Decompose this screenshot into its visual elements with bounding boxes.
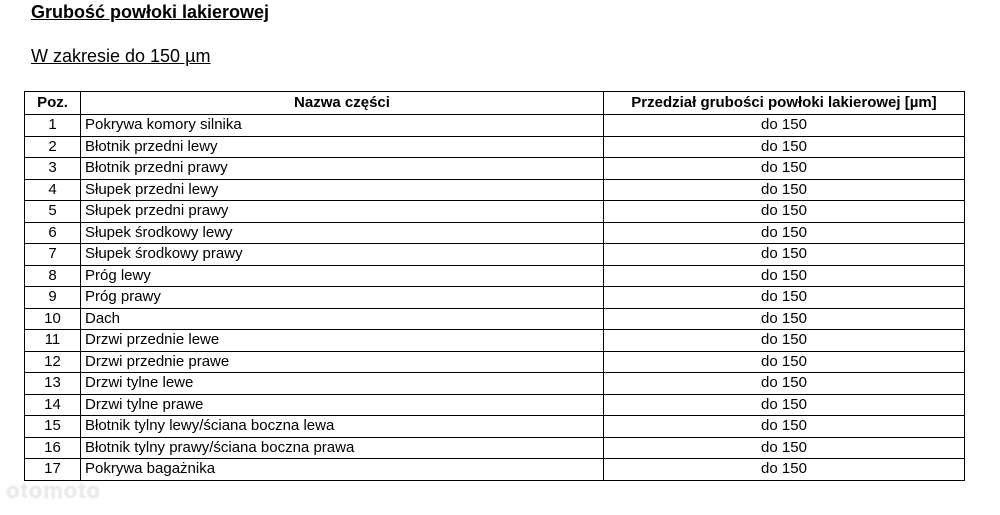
row-thickness-range: do 150	[604, 330, 965, 352]
table-row	[25, 265, 965, 287]
row-position: 2	[25, 136, 81, 158]
row-thickness-range: do 150	[604, 179, 965, 201]
paint-thickness-table	[24, 91, 965, 481]
row-thickness-range: do 150	[604, 115, 965, 137]
row-part-name: Próg lewy	[81, 265, 604, 287]
table-row	[25, 373, 965, 395]
row-position: 7	[25, 244, 81, 266]
table-row	[25, 437, 965, 459]
row-part-name: Drzwi przednie prawe	[81, 351, 604, 373]
row-position: 4	[25, 179, 81, 201]
row-thickness-range: do 150	[604, 222, 965, 244]
row-part-name: Drzwi przednie lewe	[81, 330, 604, 352]
table-row	[25, 115, 965, 137]
row-part-name: Pokrywa komory silnika	[81, 115, 604, 137]
header-poz: Poz.	[25, 92, 81, 115]
row-position: 16	[25, 437, 81, 459]
row-position: 14	[25, 394, 81, 416]
table-row	[25, 287, 965, 309]
row-part-name: Błotnik przedni prawy	[81, 158, 604, 180]
table-body	[25, 115, 965, 481]
row-position: 5	[25, 201, 81, 223]
row-thickness-range: do 150	[604, 244, 965, 266]
page-subtitle: W zakresie do 150 µm	[31, 46, 211, 66]
row-part-name: Błotnik przedni lewy	[81, 136, 604, 158]
row-position: 9	[25, 287, 81, 309]
table-row	[25, 308, 965, 330]
row-thickness-range: do 150	[604, 351, 965, 373]
table-header-row	[25, 92, 965, 115]
row-part-name: Słupek przedni lewy	[81, 179, 604, 201]
row-thickness-range: do 150	[604, 136, 965, 158]
row-part-name: Próg prawy	[81, 287, 604, 309]
row-part-name: Pokrywa bagażnika	[81, 459, 604, 481]
row-thickness-range: do 150	[604, 308, 965, 330]
table-row	[25, 330, 965, 352]
row-position: 10	[25, 308, 81, 330]
header-thickness-range: Przedział grubości powłoki lakierowej [µm]	[604, 92, 965, 115]
row-position: 12	[25, 351, 81, 373]
row-part-name: Drzwi tylne lewe	[81, 373, 604, 395]
row-position: 8	[25, 265, 81, 287]
table-row	[25, 394, 965, 416]
row-thickness-range: do 150	[604, 459, 965, 481]
row-position: 15	[25, 416, 81, 438]
row-thickness-range: do 150	[604, 201, 965, 223]
page-title: Grubość powłoki lakierowej	[31, 2, 270, 22]
table-row	[25, 244, 965, 266]
row-thickness-range: do 150	[604, 416, 965, 438]
table-row	[25, 416, 965, 438]
row-position: 3	[25, 158, 81, 180]
row-position: 11	[25, 330, 81, 352]
table-row	[25, 158, 965, 180]
row-thickness-range: do 150	[604, 373, 965, 395]
row-part-name: Błotnik tylny lewy/ściana boczna lewa	[81, 416, 604, 438]
row-thickness-range: do 150	[604, 265, 965, 287]
row-part-name: Słupek środkowy lewy	[81, 222, 604, 244]
row-part-name: Dach	[81, 308, 604, 330]
watermark-logo: otomoto	[6, 478, 101, 503]
row-thickness-range: do 150	[604, 287, 965, 309]
row-part-name: Drzwi tylne prawe	[81, 394, 604, 416]
table-row	[25, 136, 965, 158]
table-row	[25, 222, 965, 244]
row-part-name: Błotnik tylny prawy/ściana boczna prawa	[81, 437, 604, 459]
table-row	[25, 459, 965, 481]
row-part-name: Słupek środkowy prawy	[81, 244, 604, 266]
row-position: 1	[25, 115, 81, 137]
row-position: 17	[25, 459, 81, 481]
table-row	[25, 351, 965, 373]
row-position: 13	[25, 373, 81, 395]
header-part-name: Nazwa części	[81, 92, 604, 115]
table-row	[25, 201, 965, 223]
row-position: 6	[25, 222, 81, 244]
row-part-name: Słupek przedni prawy	[81, 201, 604, 223]
row-thickness-range: do 150	[604, 158, 965, 180]
row-thickness-range: do 150	[604, 437, 965, 459]
table-row	[25, 179, 965, 201]
row-thickness-range: do 150	[604, 394, 965, 416]
